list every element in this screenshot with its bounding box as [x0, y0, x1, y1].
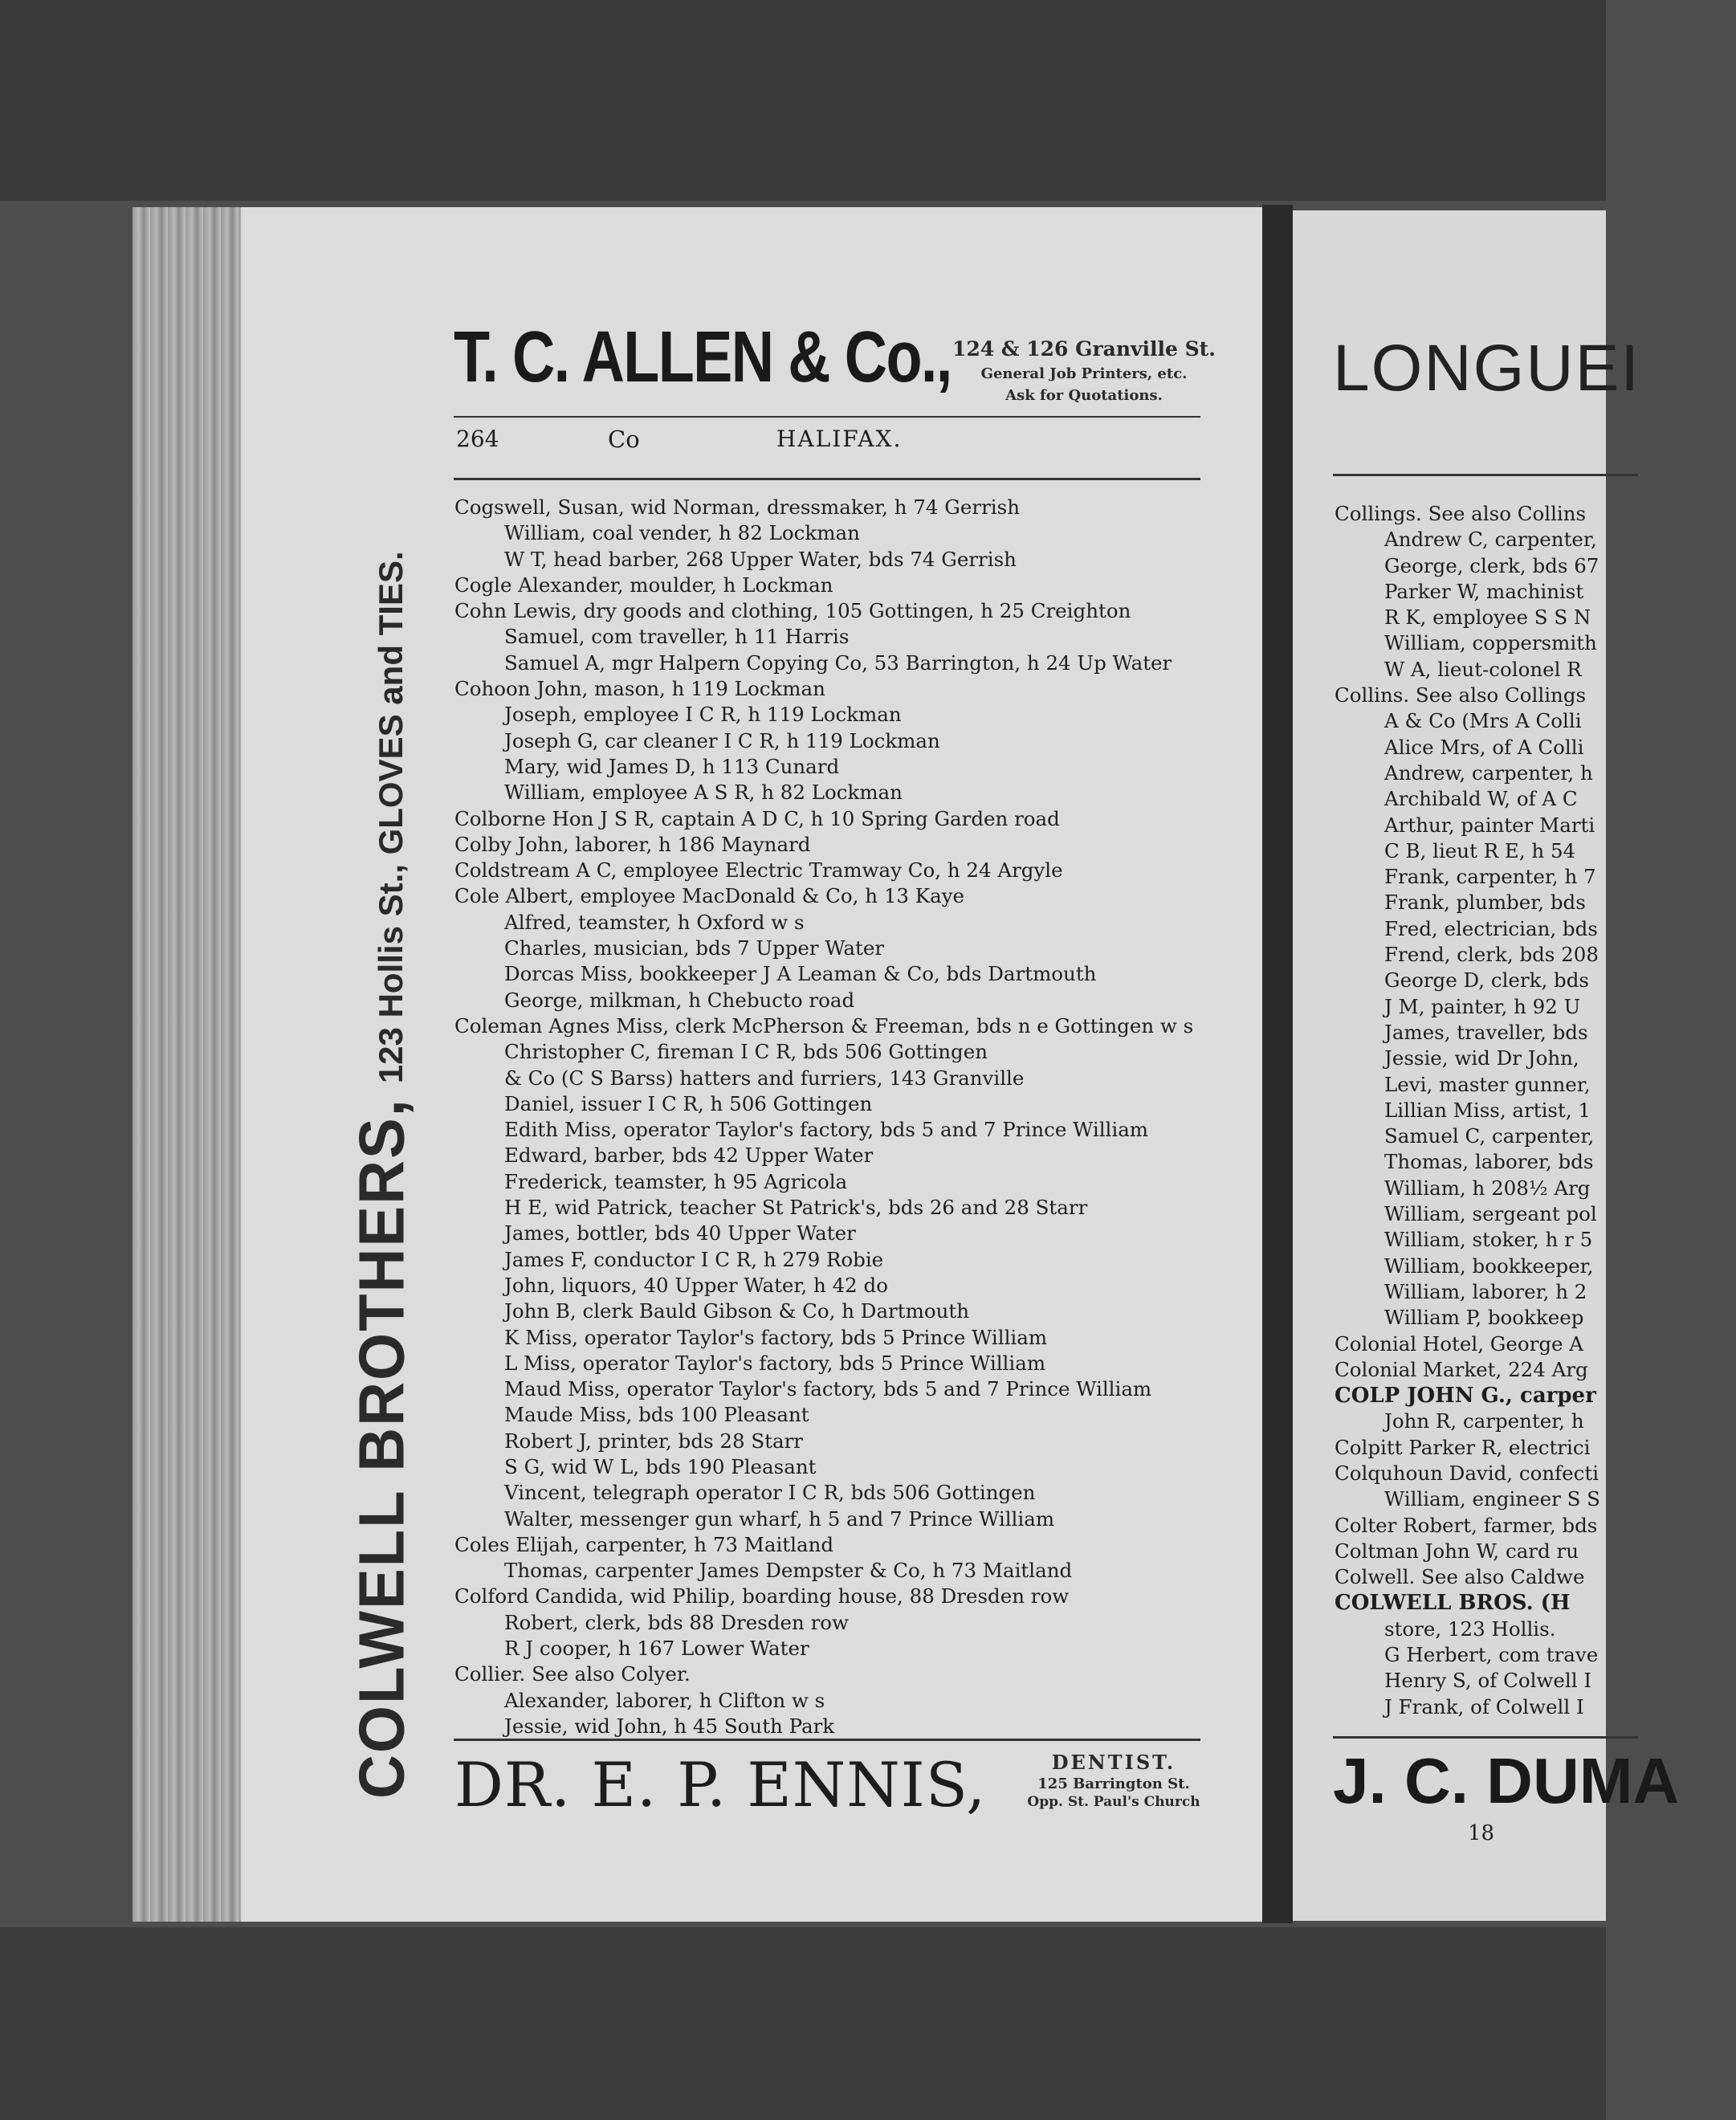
directory-entry: Samuel, com traveller, h 11 Harris	[504, 625, 850, 649]
right-directory-entry: John R, carpenter, h	[1384, 1409, 1584, 1433]
directory-entry: Maud Miss, operator Taylor's factory, bds 5 and 7 Prince William	[504, 1377, 1152, 1401]
directory-entry: Maude Miss, bds 100 Pleasant	[504, 1403, 809, 1427]
right-directory-entry: William, stoker, h r 5	[1384, 1228, 1593, 1252]
right-footer-rule	[1333, 1736, 1638, 1739]
directory-entry: Vincent, telegraph operator I C R, bds 506 Gottingen	[504, 1481, 1036, 1505]
scan-background-top	[0, 0, 1606, 201]
header-ad-address: 124 & 126 Granville St.	[952, 337, 1216, 361]
right-directory-entry: J M, painter, h 92 U	[1384, 994, 1581, 1018]
directory-entry: W T, head barber, 268 Upper Water, bds 74 Gerrish	[504, 547, 1017, 571]
directory-entry: John B, clerk Bauld Gibson & Co, h Dartmouth	[504, 1299, 970, 1323]
directory-entry: Robert, clerk, bds 88 Dresden row	[504, 1610, 850, 1634]
directory-entry: Joseph, employee I C R, h 119 Lockman	[504, 703, 902, 727]
directory-entry: James F, conductor I C R, h 279 Robie	[504, 1247, 884, 1271]
right-directory-entry: Alice Mrs, of A Colli	[1384, 735, 1584, 759]
right-directory-entry: Andrew C, carpenter,	[1384, 528, 1597, 552]
right-directory-entry: R K, employee S S N	[1384, 605, 1591, 630]
footer-ad-details	[1013, 1751, 1214, 1810]
directory-entry: Cogswell, Susan, wid Norman, dressmaker, h 74 Gerrish	[454, 495, 1020, 519]
directory-entry: L Miss, operator Taylor's factory, bds 5 Prince William	[504, 1351, 1046, 1375]
right-directory-entry: William P, bookkeep	[1384, 1306, 1584, 1330]
right-directory-entry: J Frank, of Colwell I	[1384, 1694, 1584, 1718]
header-ad-company: T. C. ALLEN & Co.,	[454, 317, 952, 398]
header-rule-top	[454, 416, 1200, 418]
directory-entry: William, employee A S R, h 82 Lockman	[504, 781, 903, 805]
right-directory-entry: Frend, clerk, bds 208	[1384, 943, 1599, 967]
directory-entry: S G, wid W L, bds 190 Pleasant	[504, 1454, 817, 1478]
right-page-header: LONGUEI	[1333, 332, 1641, 405]
right-directory-entry: William, sergeant pol	[1384, 1202, 1597, 1226]
header-rule-bottom	[454, 478, 1200, 480]
right-header-rule	[1333, 474, 1638, 476]
footer-ad-address: 125 Barrington St.	[1037, 1776, 1190, 1792]
directory-entry: Edith Miss, operator Taylor's factory, bds 5 and 7 Prince William	[504, 1118, 1149, 1142]
right-directory-entry: Colter Robert, farmer, bds	[1335, 1513, 1598, 1537]
right-directory-entry: store, 123 Hollis.	[1384, 1616, 1556, 1641]
right-directory-entry: Coltman John W, card ru	[1335, 1539, 1579, 1563]
index-key: Co	[608, 426, 640, 453]
directory-entry: Thomas, carpenter James Dempster & Co, h 73 Maitland	[504, 1559, 1073, 1583]
right-directory-entry: Colpitt Parker R, electrici	[1335, 1435, 1591, 1459]
directory-entry: Colborne Hon J S R, captain A D C, h 10 Spring Garden road	[454, 806, 1060, 830]
spine-advertisement	[347, 353, 427, 1799]
right-directory-entry: C B, lieut R E, h 54	[1384, 838, 1576, 862]
right-directory-entry: George D, clerk, bds	[1384, 968, 1589, 993]
directory-entry: John, liquors, 40 Upper Water, h 42 do	[504, 1273, 888, 1297]
directory-entry: Joseph G, car cleaner I C R, h 119 Lockman	[504, 728, 940, 752]
right-directory-entry: W A, lieut-colonel R	[1384, 657, 1582, 681]
directory-entry: Cogle Alexander, moulder, h Lockman	[454, 573, 833, 597]
directory-entry: Alexander, laborer, h Clifton w s	[504, 1688, 825, 1712]
book-binding	[132, 207, 241, 1922]
right-directory-entry: Samuel C, carpenter,	[1384, 1124, 1595, 1148]
right-directory-entry: Collings. See also Collins	[1335, 502, 1587, 525]
directory-entry: R J cooper, h 167 Lower Water	[504, 1637, 809, 1661]
right-directory-entry: William, laborer, h 2	[1384, 1279, 1587, 1303]
right-directory-entry: William, engineer S S	[1384, 1487, 1600, 1511]
right-directory-entry: Fred, electrician, bds	[1384, 916, 1598, 940]
right-directory-entry: A & Co (Mrs A Colli	[1384, 709, 1582, 733]
directory-entry: James, bottler, bds 40 Upper Water	[504, 1221, 856, 1246]
right-page	[1293, 210, 1680, 1921]
directory-entry: Walter, messenger gun wharf, h 5 and 7 Prince William	[504, 1506, 1055, 1531]
directory-entry: Charles, musician, bds 7 Upper Water	[504, 936, 885, 960]
directory-entry: Mary, wid James D, h 113 Cunard	[504, 754, 840, 778]
directory-entry: Collier. See also Colyer.	[454, 1662, 691, 1686]
footer-rule	[454, 1739, 1200, 1741]
right-page-marker: 18	[1468, 1821, 1495, 1845]
right-directory-entry: Colquhoun David, confecti	[1335, 1461, 1599, 1485]
directory-entry: Alfred, teamster, h Oxford w s	[504, 910, 805, 934]
right-directory-entry: George, clerk, bds 67	[1384, 553, 1599, 577]
directory-entry: Christopher C, fireman I C R, bds 506 Gottingen	[504, 1040, 988, 1064]
directory-entry: Robert J, printer, bds 28 Starr	[504, 1429, 803, 1453]
footer-ad-name: DR. E. P. ENNIS,	[454, 1749, 987, 1820]
directory-entry: Edward, barber, bds 42 Upper Water	[504, 1144, 874, 1168]
directory-entry: Colford Candida, wid Philip, boarding house, 88 Dresden row	[454, 1584, 1070, 1608]
footer-ad-opposite: Opp. St. Paul's Church	[1027, 1794, 1200, 1810]
right-directory-entry: Parker W, machinist	[1384, 579, 1584, 603]
directory-entry: William, coal vender, h 82 Lockman	[504, 521, 860, 545]
directory-entry: Dorcas Miss, bookkeeper J A Leaman & Co, bds Dartmouth	[504, 962, 1097, 986]
right-directory-entry: James, traveller, bds	[1384, 1020, 1588, 1044]
right-directory-entry: COLP JOHN G., carper	[1335, 1384, 1596, 1409]
right-directory-entry: Collins. See also Collings	[1335, 683, 1587, 707]
right-directory-entry: Frank, plumber, bds	[1384, 891, 1586, 915]
right-page-entries	[1335, 501, 1736, 1720]
right-directory-entry: Henry S, of Colwell I	[1384, 1669, 1592, 1693]
directory-entry: George, milkman, h Chebucto road	[504, 988, 855, 1012]
page-number: 264	[456, 426, 499, 452]
directory-entry: Jessie, wid John, h 45 South Park	[504, 1714, 835, 1738]
page-city: HALIFAX.	[776, 426, 903, 452]
right-directory-entry: Colwell. See also Caldwe	[1335, 1565, 1585, 1589]
directory-entry: Samuel A, mgr Halpern Copying Co, 53 Barrington, h 24 Up Water	[504, 650, 1172, 675]
directory-entry: Coleman Agnes Miss, clerk McPherson & Freeman, bds n e Gottingen w s	[454, 1013, 1194, 1038]
right-directory-entry: Levi, master gunner,	[1384, 1072, 1591, 1096]
spine-ad-main: COLWELL BROTHERS,	[345, 1098, 418, 1799]
footer-ad-title: DENTIST.	[1051, 1751, 1176, 1774]
directory-entries	[454, 495, 1225, 1739]
scan-background-bottom	[0, 1927, 1606, 2120]
spine-ad-detail: 123 Hollis St., GLOVES and TIES.	[372, 551, 410, 1084]
directory-entry: Frederick, teamster, h 95 Agricola	[504, 1169, 848, 1193]
header-ad-details	[952, 337, 1216, 404]
header-ad-line2: Ask for Quotations.	[1005, 387, 1163, 404]
directory-entry: Cohn Lewis, dry goods and clothing, 105 Gottingen, h 25 Creighton	[454, 599, 1131, 623]
directory-entry: & Co (C S Barss) hatters and furriers, 143 Granville	[504, 1066, 1025, 1090]
right-directory-entry: G Herbert, com trave	[1384, 1643, 1599, 1667]
page-gutter	[1262, 205, 1293, 1923]
directory-entry: Coles Elijah, carpenter, h 73 Maitland	[454, 1532, 834, 1556]
right-directory-entry: Jessie, wid Dr John,	[1384, 1046, 1579, 1070]
right-directory-entry: William, bookkeeper,	[1384, 1254, 1594, 1278]
directory-entry: Cole Albert, employee MacDonald & Co, h 13 Kaye	[454, 884, 965, 908]
right-directory-entry: Lillian Miss, artist, 1	[1384, 1098, 1591, 1122]
header-ad-line1: General Job Printers, etc.	[980, 365, 1188, 382]
right-directory-entry: Archibald W, of A C	[1384, 787, 1578, 811]
directory-entry: K Miss, operator Taylor's factory, bds 5 Prince William	[504, 1325, 1048, 1349]
right-directory-entry: Andrew, carpenter, h	[1384, 760, 1593, 785]
right-directory-entry: Thomas, laborer, bds	[1384, 1150, 1594, 1174]
directory-entry: Daniel, issuer I C R, h 506 Gottingen	[504, 1091, 873, 1115]
directory-entry: Cohoon John, mason, h 119 Lockman	[454, 677, 825, 701]
right-footer-ad: J. C. DUMA	[1333, 1745, 1680, 1816]
right-directory-entry: William, coppersmith	[1384, 631, 1597, 655]
right-directory-entry: William, h 208½ Arg	[1384, 1176, 1591, 1200]
right-directory-entry: COLWELL BROS. (H	[1335, 1591, 1571, 1616]
directory-entry: Colby John, laborer, h 186 Maynard	[454, 832, 811, 856]
directory-entry: H E, wid Patrick, teacher St Patrick's, bds 26 and 28 Starr	[504, 1196, 1088, 1220]
right-directory-entry: Frank, carpenter, h 7	[1384, 865, 1596, 889]
directory-entry: Coldstream A C, employee Electric Tramway Co, h 24 Argyle	[454, 858, 1063, 883]
right-directory-entry: Colonial Market, 224 Arg	[1335, 1357, 1588, 1381]
right-directory-entry: Arthur, painter Marti	[1384, 813, 1595, 837]
right-directory-entry: Colonial Hotel, George A	[1335, 1331, 1583, 1356]
